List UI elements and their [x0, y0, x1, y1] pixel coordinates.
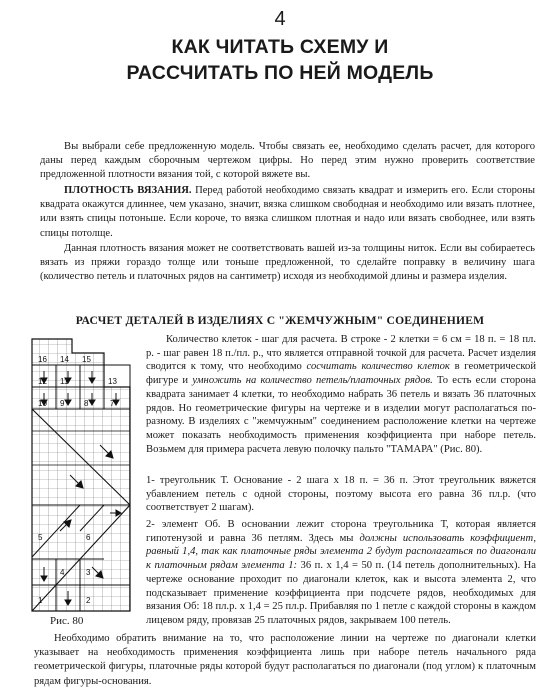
density-paragraph [40, 184, 535, 241]
calc-paragraph-1 [146, 333, 536, 456]
calc-text: 36 п. х 1,4 = 50 п. (14 петель дополнительных). На чертеже основание проходит по диагонали клеток, как и высота элемента 2, что подсказывает применение коэффициента при подсчете рядов, необходимых для вязания Об: 18 пл.р. х 1,4 = 25 пл.р. Прибавляя по 1 петле с каждой стороны в каждом лицевом ряду, провязав 25 платочных рядов, закрываем 100 петель. [146, 560, 537, 626]
calc-text: 2- элемент Об. В основании лежит сторона треугольника Т, которая является гипотенузой и равна 36 петлям. Здесь мы [146, 519, 536, 544]
figure-label: 3 [86, 568, 91, 577]
calc-text: Количество клеток - шаг для расчета. В строке - 2 клетки = 6 см = 18 п. = 18 пл. р. - шаг равен 18 п./пл. р., что является отправной точкой для расчета. Расчет изделия сводится к тому, что необходимо [146, 334, 536, 373]
chapter-number: 4 [274, 8, 286, 30]
figure-label: 11 [60, 377, 69, 386]
section-heading: РАСЧЕТ ДЕТАЛЕЙ В ИЗДЕЛИЯХ С "ЖЕМЧУЖНЫМ" СОЕДИНЕНИЕМ [75, 314, 485, 327]
figure-label: 5 [38, 533, 43, 542]
figure-label: 16 [38, 355, 47, 364]
figure-label: 2 [86, 596, 91, 605]
thread-paragraph: Данная плотность вязания может не соответствовать вашей из-за толщины ниток. Если вы собираетесь вязать из пряжи гораздо толще или тоньше предложенной, то сделайте поправку в величину шага (количество петель и платочных рядов на сантиметр) исходя из необходимой длины и размера изделия. [40, 243, 535, 283]
calc-text: в геометрической фигуре и [146, 361, 536, 387]
calc-paragraph-3 [146, 518, 536, 628]
calc-italic: сосчитать количество клеток [306, 361, 450, 373]
figure-label: 7 [110, 399, 115, 408]
figure-label: 12 [38, 377, 47, 386]
figure-label: 14 [60, 355, 69, 364]
title-line-2: РАССЧИТАТЬ ПО НЕЙ МОДЕЛЬ [126, 62, 434, 84]
note-paragraph: Необходимо обратить внимание на то, что расположение линии на чертеже по диагонали клетки указывает на необходимость применения коэффициента лишь при наборе петель начального ряда геометрической фигуры, платочные ряды которой будут располагаться по диагонали (под углом) к платочным рядам фигуры-основания. [34, 633, 536, 687]
figure-label: 10 [38, 399, 47, 408]
page-title [0, 34, 560, 86]
calc-paragraph-2: 1- треугольник Т. Основание - 2 шага х 18 п. = 36 п. Этот треугольник вяжется убавлением петель с одной стороны, поэтому высота его равна 36 пл.р. (что соответствует 2 шагам). [146, 475, 536, 514]
density-heading: ПЛОТНОСТЬ ВЯЗАНИЯ. [64, 185, 192, 196]
figure-label: 6 [86, 533, 91, 542]
figure-label: 15 [82, 355, 91, 364]
figure-label: 13 [108, 377, 117, 386]
figure-label: 1 [38, 596, 43, 605]
calc-text: То есть если сторона квадрата занимает 4 клетки, то необходимо набрать 36 петель и вязать 36 платочных рядов. Но геометрические фигуры на чертеже и в изделии могут располагаться по-разному. В изделиях с "жемчужным" соединением расположение клетки на чертеже может показать необходимость применения коэффициента при наборе петель. Возьмем для примера расчета левую полочку пальто "ТАМАРА" (Рис. 80). [146, 375, 536, 455]
title-line-1: КАК ЧИТАТЬ СХЕМУ И [171, 36, 389, 58]
calc-italic: умножить на количество петель/платочных рядов. [192, 375, 433, 387]
density-text: Перед работой необходимо связать квадрат и измерить его. Если стороны квадрата окажутся длиннее, чем указано, значит, вязка слишком свободная и необходимо или вязать плотнее, или взять спицы потоньше. Если короче, то вязка слишком плотная и надо или вязать свободнее, или взять спицы потолще. [40, 185, 535, 239]
calc-italic: должны использовать коэффициент, равный 1,4, так как платочные ряды элемента 2 будут располагаться по диагонали к платочным рядам элемента 1: [146, 532, 537, 572]
figure-label: 9 [60, 399, 65, 408]
intro-paragraph: Вы выбрали себе предложенную модель. Чтобы связать ее, необходимо сделать расчет, для которого даны перед каждым сборочным чертежом цифры. Но перед этим нужно проверить соответствие предложенной плотности вязания той, с которой вяжете вы. [40, 141, 535, 181]
figure-label: 4 [60, 568, 65, 577]
figure-caption: Рис. 80 [50, 615, 84, 627]
knitting-schematic-figure [30, 335, 138, 617]
figure-label: 8 [84, 399, 89, 408]
